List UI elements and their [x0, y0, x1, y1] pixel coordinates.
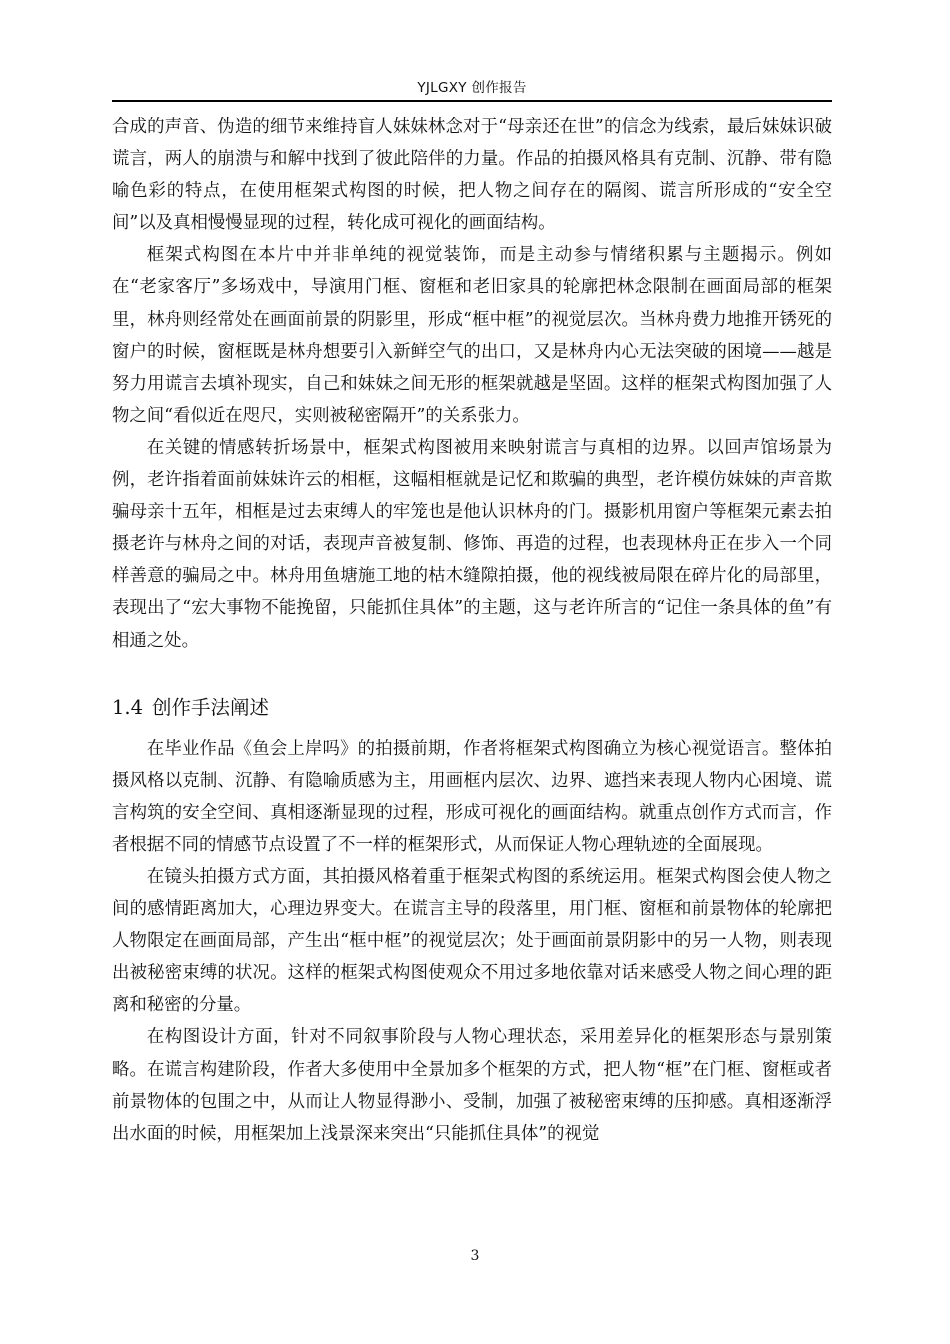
section-heading — [112, 691, 832, 725]
header-title: YJLGXY 创作报告 — [417, 80, 527, 96]
paragraph: 在关键的情感转折场景中，框架式构图被用来映射谎言与真相的边界。以回声馆场景为例，老许指着面前妹妹许云的相框，这幅相框就是记忆和欺骗的典型，老许模仿妹妹的声音欺骗母亲十五年，相框是过去束缚人的牢笼也是他认识林舟的门。摄影机用窗户等框架元素去拍摄老许与林舟之间的对话，表现声音被复制、修饰、再造的过程，也表现林舟正在步入一个同样善意的骗局之中。林舟用鱼塘施工地的枯木缝隙拍摄，他的视线被局限在碎片化的局部里，表现出了“宏大事物不能挽留，只能抓住具体”的主题，这与老许所言的“记住一条具体的鱼”有相通之处。 — [112, 437, 832, 651]
section-title: 创作手法阐述 — [152, 695, 270, 719]
paragraph-continuation: 合成的声音、伪造的细节来维持盲人妹妹林念对于“母亲还在世”的信念为线索，最后妹妹识破谎言，两人的崩溃与和解中找到了彼此陪伴的力量。作品的拍摄风格具有克制、沉静、带有隐喻色彩的特点，在使用框架式构图的时候，把人物之间存在的隔阂、谎言所形成的“安全空间”以及真相慢慢显现的过程，转化成可视化的画面结构。 — [112, 117, 832, 234]
paragraph: 框架式构图在本片中并非单纯的视觉装饰，而是主动参与情绪积累与主题揭示。例如在“老家客厅”多场戏中，导演用门框、窗框和老旧家具的轮廓把林念限制在画面局部的框架里，林舟则经常处在画面前景的阴影里，形成“框中框”的视觉层次。当林舟费力地推开锈死的窗户的时候，窗框既是林舟想要引入新鲜空气的出口，又是林舟内心无法突破的困境——越是努力用谎言去填补现实，自己和妹妹之间无形的框架就越是坚固。这样的框架式构图加强了人物之间“看似近在咫尺，实则被秘密隔开”的关系张力。 — [112, 245, 832, 426]
page-number: 3 — [470, 1248, 480, 1264]
paragraph: 在镜头拍摄方式方面，其拍摄风格着重于框架式构图的系统运用。框架式构图会使人物之间的感情距离加大，心理边界变大。在谎言主导的段落里，用门框、窗框和前景物体的轮廓把人物限定在画面局部，产生出“框中框”的视觉层次；处于画面前景阴影中的另一人物，则表现出被秘密束缚的状况。这样的框架式构图使观众不用过多地依靠对话来感受人物之间心理的距离和秘密的分量。 — [112, 866, 832, 1016]
page-header — [112, 66, 832, 102]
paragraph: 在构图设计方面，针对不同叙事阶段与人物心理状态，采用差异化的框架形态与景别策略。在谎言构建阶段，作者大多使用中全景加多个框架的方式，把人物“框”在门框、窗框或者前景物体的包围之中，从而让人物显得渺小、受制，加强了被秘密束缚的压抑感。真相逐渐浮出水面的时候，用框架加上浅景深来突出“只能抓住具体”的视觉 — [112, 1027, 832, 1144]
document-body — [112, 111, 832, 1150]
section-number: 1.4 — [112, 695, 144, 719]
paragraph: 在毕业作品《鱼会上岸吗》的拍摄前期，作者将框架式构图确立为核心视觉语言。整体拍摄风格以克制、沉静、有隐喻质感为主，用画框内层次、边界、遮挡来表现人物内心困境、谎言构筑的安全空间、真相逐渐显现的过程，形成可视化的画面结构。就重点创作方式而言，作者根据不同的情感节点设置了不一样的框架形式，从而保证人物心理轨迹的全面展现。 — [112, 738, 832, 855]
